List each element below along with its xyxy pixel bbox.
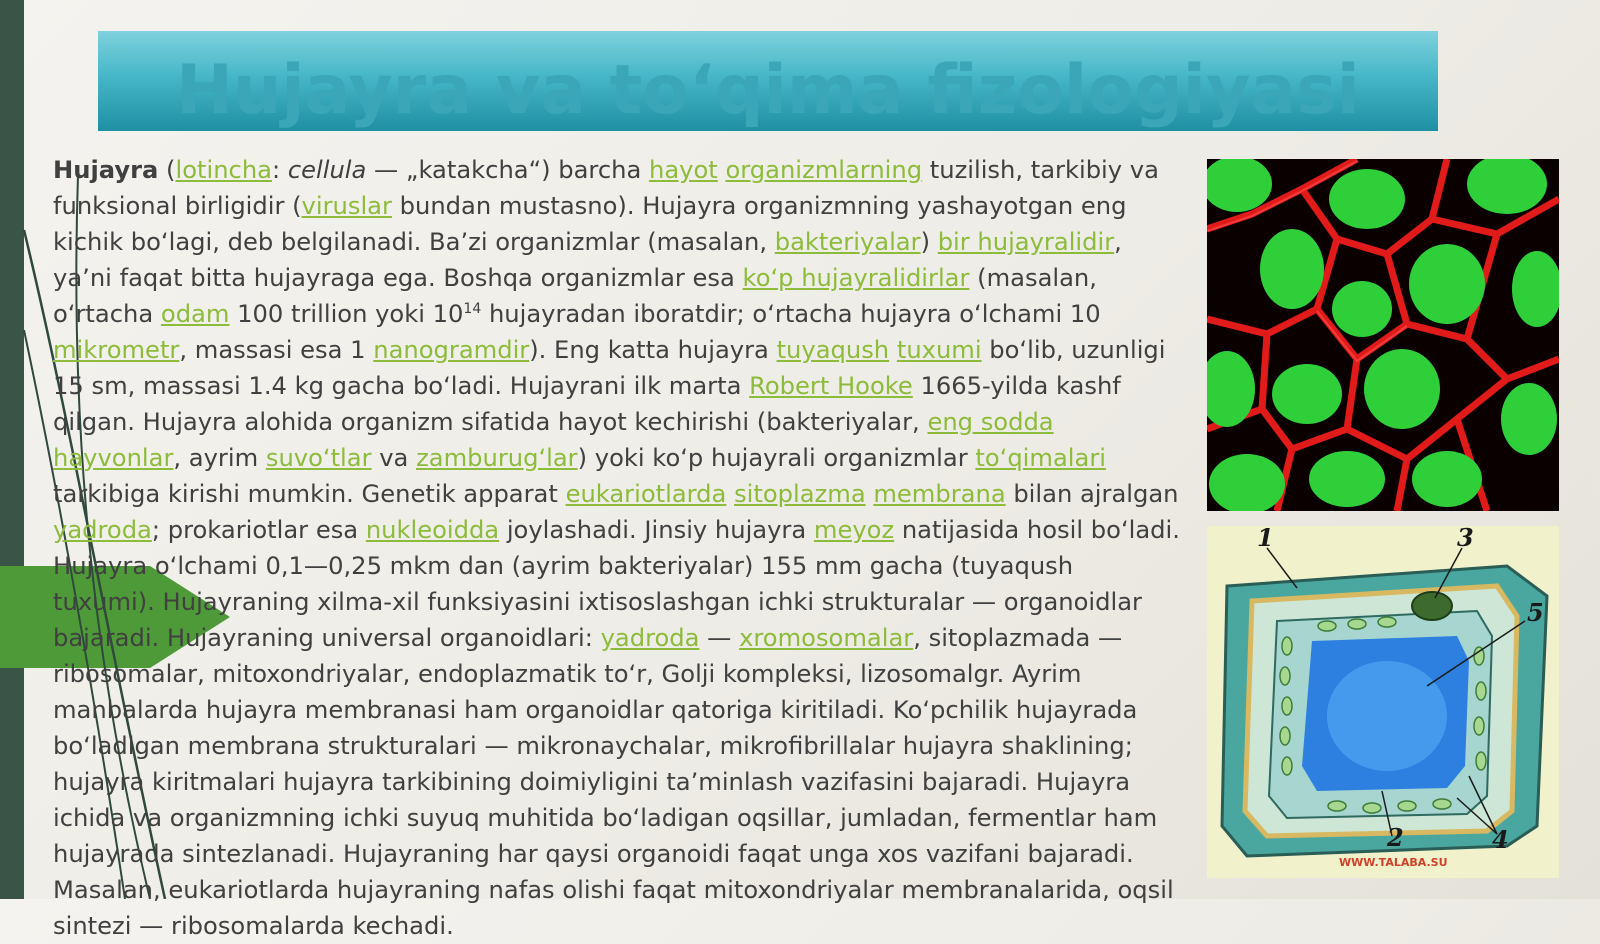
text-run: Hujayra [53, 156, 159, 184]
body-paragraph [53, 152, 1181, 548]
hyperlink[interactable]: eukariotlarda [565, 480, 727, 508]
cell-microscopy-graphic [1207, 159, 1559, 511]
text-run: Hujayra o‘lchami 0,1—0,25 mkm dan (ayrim bakteriyalar) 155 mm gacha (tuyaqush tuxumi). Hujayraning xilma-xil funksiyasini ixtisoslashgan ichki strukturalar — organoidlar bajaradi. Hujayraning universal organoidlari: [53, 552, 1142, 652]
text-run: natijasida hosil bo‘ladi. [894, 516, 1180, 544]
text-run: bilan ajralgan [1005, 480, 1179, 508]
hyperlink[interactable]: nanogramdir [373, 336, 530, 364]
text-run: 100 trillion yoki 10 [229, 300, 464, 328]
text-run: — [699, 624, 740, 652]
text-run [889, 336, 897, 364]
plant-cell-diagram [1207, 526, 1559, 878]
hyperlink[interactable]: sitoplazma [734, 480, 866, 508]
body-paragraph [53, 548, 1181, 944]
diagram-label-1: 1 [1257, 526, 1274, 552]
hyperlink[interactable]: bir hujayralidir [937, 228, 1115, 256]
diagram-label-4: 4 [1492, 825, 1509, 854]
text-run: , ayrim [173, 444, 266, 472]
text-run: tarkibiga kirishi mumkin. Genetik apparat [53, 480, 566, 508]
hyperlink[interactable]: membrana [873, 480, 1006, 508]
text-run: , massasi esa 1 [179, 336, 374, 364]
text-run: ). Eng katta hujayra [529, 336, 777, 364]
text-run: 1665-yilda kashf qilgan. Hujayra alohida organizm sifatida hayot kechirishi (bakteriyalar, [53, 372, 1121, 436]
hyperlink[interactable]: to‘qimalari [975, 444, 1106, 472]
body-text [53, 152, 1181, 944]
slide-title: Hujayra va to‘qima fizologiyasi [176, 51, 1360, 130]
hyperlink[interactable]: bakteriyalar [774, 228, 921, 256]
text-run: cellula [287, 156, 367, 184]
text-run [726, 480, 734, 508]
diagram-label-2: 2 [1387, 823, 1404, 852]
text-run: ( [158, 156, 176, 184]
text-run: tuzilish, tarkibiy va funksional birligidir ( [53, 156, 1159, 220]
hyperlink[interactable]: yadroda [600, 624, 700, 652]
diagram-label-3: 3 [1457, 526, 1474, 552]
hyperlink[interactable]: lotincha [175, 156, 272, 184]
text-run: — „katakcha“) barcha [366, 156, 649, 184]
text-run: : [272, 156, 288, 184]
hyperlink[interactable]: yadroda [53, 516, 152, 544]
hyperlink[interactable]: odam [160, 300, 230, 328]
hyperlink[interactable]: tuyaqush [776, 336, 890, 364]
hyperlink[interactable]: Robert Hooke [749, 372, 913, 400]
superscript: 14 [463, 300, 482, 317]
hyperlink[interactable]: suvo‘tlar [265, 444, 372, 472]
text-run: ) yoki ko‘p hujayrali organizmlar [577, 444, 976, 472]
hyperlink[interactable]: viruslar [301, 192, 392, 220]
text-run: bundan mustasno). Hujayra organizmning yashayotgan eng kichik bo‘lagi, deb belgilanadi. Ba’zi organizmlar (masalan, [53, 192, 1127, 256]
hyperlink[interactable]: xromosomalar [739, 624, 914, 652]
text-run: (masalan, o‘rtacha [53, 264, 1097, 328]
text-run: , sitoplazmada — ribosomalar, mitoxondriyalar, endoplazmatik to‘r, Golji kompleksi, lizosomalgr. Ayrim manbalarda hujayra membranasi ham organoidlar qatoriga kiritiladi. Ko‘pchilik hujayrada bo‘ladigan membrana strukturalari — mikronaychalar, mikrofibrillalar hujayra shaklining; hujayra kiritmalari hujayra tarkibining doimiyligini ta’minlash vazifasini bajaradi. Hujayra ichida va organizmning ichki suyuq muhitida bo‘ladigan oqsillar, jumladan, fermentlar ham hujayrada sintezlanadi. Hujayraning har qaysi organoidi faqat unga xos vazifani bajaradi. Masalan, eukariotlarda hujayraning nafas olishi faqat mitoxondriyalar membranalarida, oqsil sintezi — ribosomalarda kechadi. [53, 624, 1174, 940]
hyperlink[interactable]: organizmlarning [725, 156, 923, 184]
hyperlink[interactable]: ko‘p hujayralidirlar [742, 264, 970, 292]
hyperlink[interactable]: tuxumi [896, 336, 982, 364]
text-run: hujayradan iboratdir; o‘rtacha hujayra o‘lchami 10 [481, 300, 1101, 328]
plant-cell-graphic [1207, 526, 1559, 878]
hyperlink[interactable]: zamburug‘lar [416, 444, 578, 472]
text-run: ) [920, 228, 938, 256]
text-run: , ya’ni faqat bitta hujayraga ega. Boshqa organizmlar esa [53, 228, 1122, 292]
hyperlink[interactable]: nukleoidda [365, 516, 500, 544]
hyperlink[interactable]: eng sodda hayvonlar [53, 408, 1054, 472]
hyperlink[interactable]: hayot [649, 156, 718, 184]
diagram-watermark: WWW.TALABA.SU [1339, 856, 1448, 869]
text-run: joylashadi. Jinsiy hujayra [499, 516, 814, 544]
diagram-label-5: 5 [1527, 598, 1544, 627]
text-run: va [371, 444, 417, 472]
hyperlink[interactable]: mikrometr [53, 336, 180, 364]
hyperlink[interactable]: meyoz [813, 516, 895, 544]
text-run: bo‘lib, uzunligi 15 sm, massasi 1.4 kg gacha bo‘ladi. Hujayrani ilk marta [53, 336, 1166, 400]
left-accent-bar [0, 0, 24, 899]
cell-microscopy-image [1207, 159, 1559, 511]
text-run: ; prokariotlar esa [151, 516, 366, 544]
